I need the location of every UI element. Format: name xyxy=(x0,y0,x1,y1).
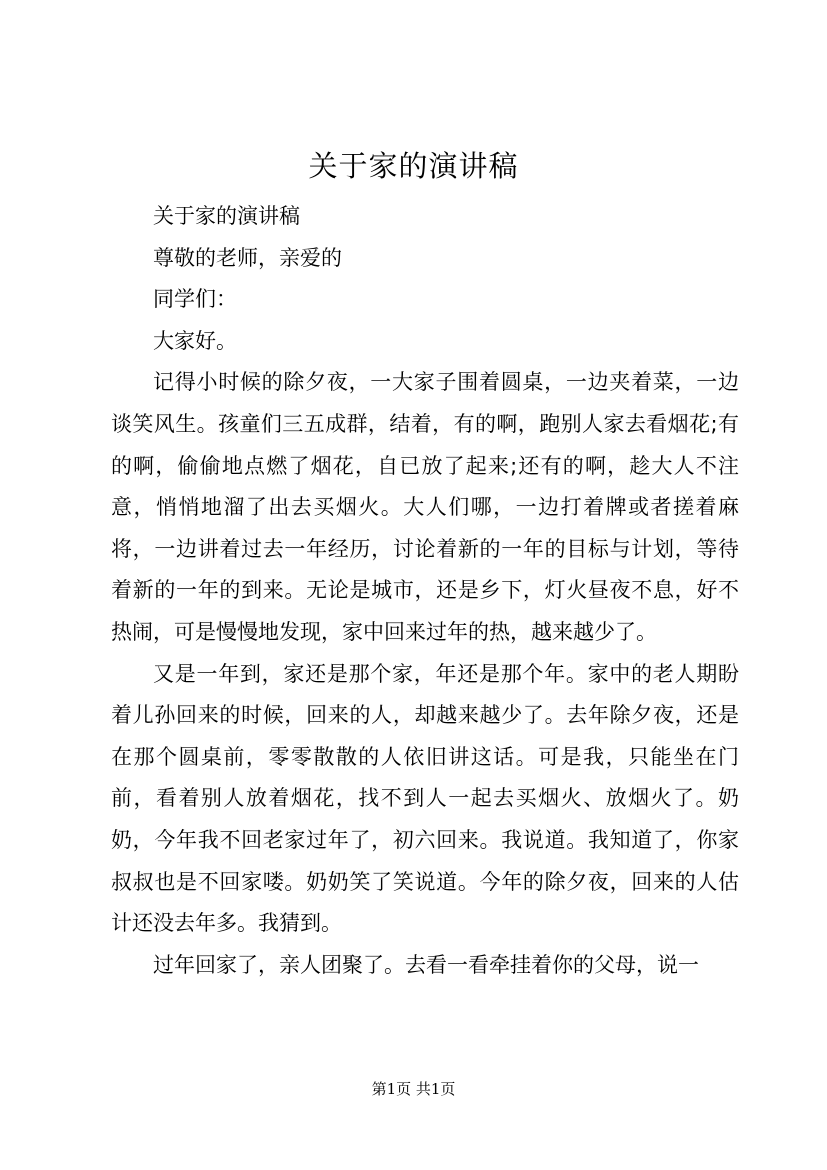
document-title: 关于家的演讲稿 xyxy=(308,149,519,183)
paragraph-heading: 关于家的演讲稿 xyxy=(153,204,300,228)
document-body xyxy=(111,196,739,986)
paragraph-salutation: 尊敬的老师，亲爱的 xyxy=(153,245,342,270)
page-footer: 第1页 共1页 xyxy=(371,1080,456,1098)
paragraph-body-1: 记得小时候的除夕夜，一大家子围着圆桌，一边夹着菜，一边谈笑风生。孩童们三五成群，结着，有的啊，跑别人家去看烟花;有的啊，偷偷地点燃了烟花，自已放了起来;还有的啊，趁大人不注意，悄悄地溜了出去买烟火。大人们哪，一边打着牌或者搓着麻将，一边讲着过去一年经历，讨论着新的一年的目标与计划，等待着新的一年的到来。无论是城市，还是乡下，灯火昼夜不息，好不热闹，可是慢慢地发现，家中回来过年的热，越来越少了。 xyxy=(111,370,739,644)
paragraph-body-3: 过年回家了，亲人团聚了。去看一看牵挂着你的父母，说一 xyxy=(153,952,699,977)
paragraph-salutation-cont: 同学们： xyxy=(153,287,237,312)
paragraph-body-2: 又是一年到，家还是那个家，年还是那个年。家中的老人期盼着儿孙回来的时候，回来的人，却越来越少了。去年除夕夜，还是在那个圆桌前，零零散散的人依旧讲这话。可是我，只能坐在门前，看着别人放着烟花，找不到人一起去买烟火、放烟火了。奶奶，今年我不回老家过年了，初六回来。我说道。我知道了，你家叔叔也是不回家喽。奶奶笑了笑说道。今年的除夕夜，回来的人估计还没去年多。我猜到。 xyxy=(111,661,739,936)
paragraph-greeting: 大家好。 xyxy=(153,328,237,353)
